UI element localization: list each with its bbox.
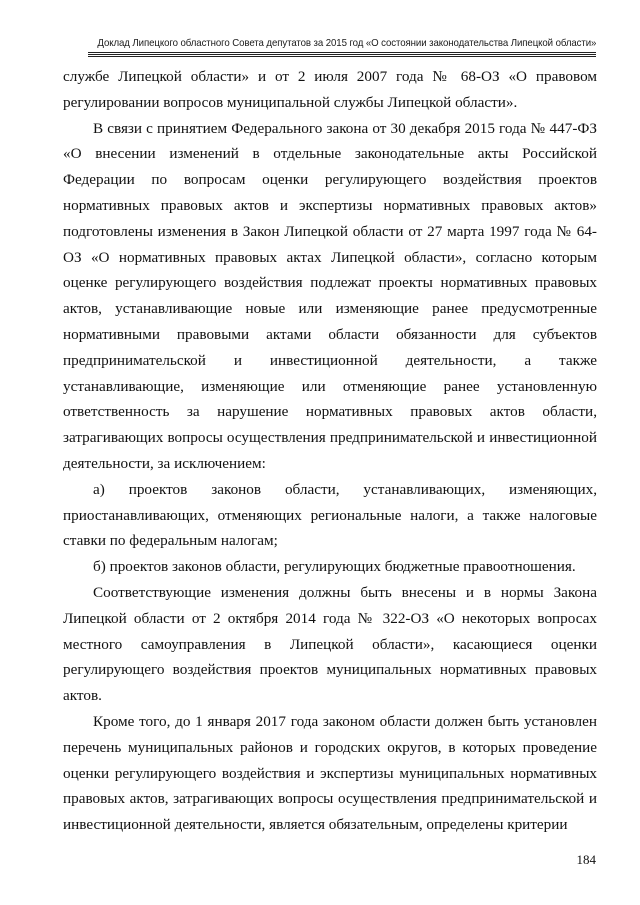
paragraph-4: б) проектов законов области, регулирующих бюджетные правоотношения. — [93, 558, 576, 576]
paragraph-5: Соответствующие изменения должны быть внесены и в нормы Закона Липецкой области от 2 октября 2014 года № 322-ОЗ «О некоторых вопросах местного самоуправления в Липецкой области», касающиеся оценки регулирующего воздействия проектов муниципальных нормативных правовых актов. — [63, 583, 597, 705]
paragraph-2: В связи с принятием Федерального закона от 30 декабря 2015 года № 447-ФЗ «О внесении изменений в отдельные законодательные акты Российской Федерации по вопросам оценки регулирующего воздействия проектов нормативных правовых актов и экспертизы нормативных правовых актов» подготовлены изменения в Закон Липецкой области от 27 марта 1997 года № 64-ОЗ «О нормативных правовых актах Липецкой области», согласно которым оценке регулирующего воздействия подлежат проекты нормативных правовых актов, устанавливающие новые или изменяющие ранее предусмотренные нормативными правовыми актами области обязанности для субъектов предпринимательской и инвестиционной деятельности, а также устанавливающие, изменяющие или отменяющие ранее установленную ответственность за нарушение нормативных правовых актов области, затрагивающих вопросы осуществления предпринимательской и инвестиционной деятельности, за исключением: — [63, 119, 597, 472]
document-body — [63, 64, 597, 838]
running-header: Доклад Липецкого областного Совета депутатов за 2015 год «О состоянии законодательства Липецкой области» — [97, 37, 596, 49]
page-number: 184 — [576, 852, 596, 867]
paragraph-3: а) проектов законов области, устанавливающих, изменяющих, приостанавливающих, отменяющих региональные налоги, а также налоговые ставки по федеральным налогам; — [63, 480, 597, 550]
paragraph-6: Кроме того, до 1 января 2017 года законом области должен быть установлен перечень муниципальных районов и городских округов, в которых проведение оценки регулирующего воздействия и экспертизы муниципальных нормативных правовых актов, затрагивающих вопросы осуществления предпринимательской и инвестиционной деятельности, является обязательным, определены критерии — [63, 712, 597, 834]
header-rule — [88, 52, 596, 57]
paragraph-1: службе Липецкой области» и от 2 июля 2007 года № 68-ОЗ «О правовом регулировании вопросов муниципальной службы Липецкой области». — [63, 68, 597, 111]
